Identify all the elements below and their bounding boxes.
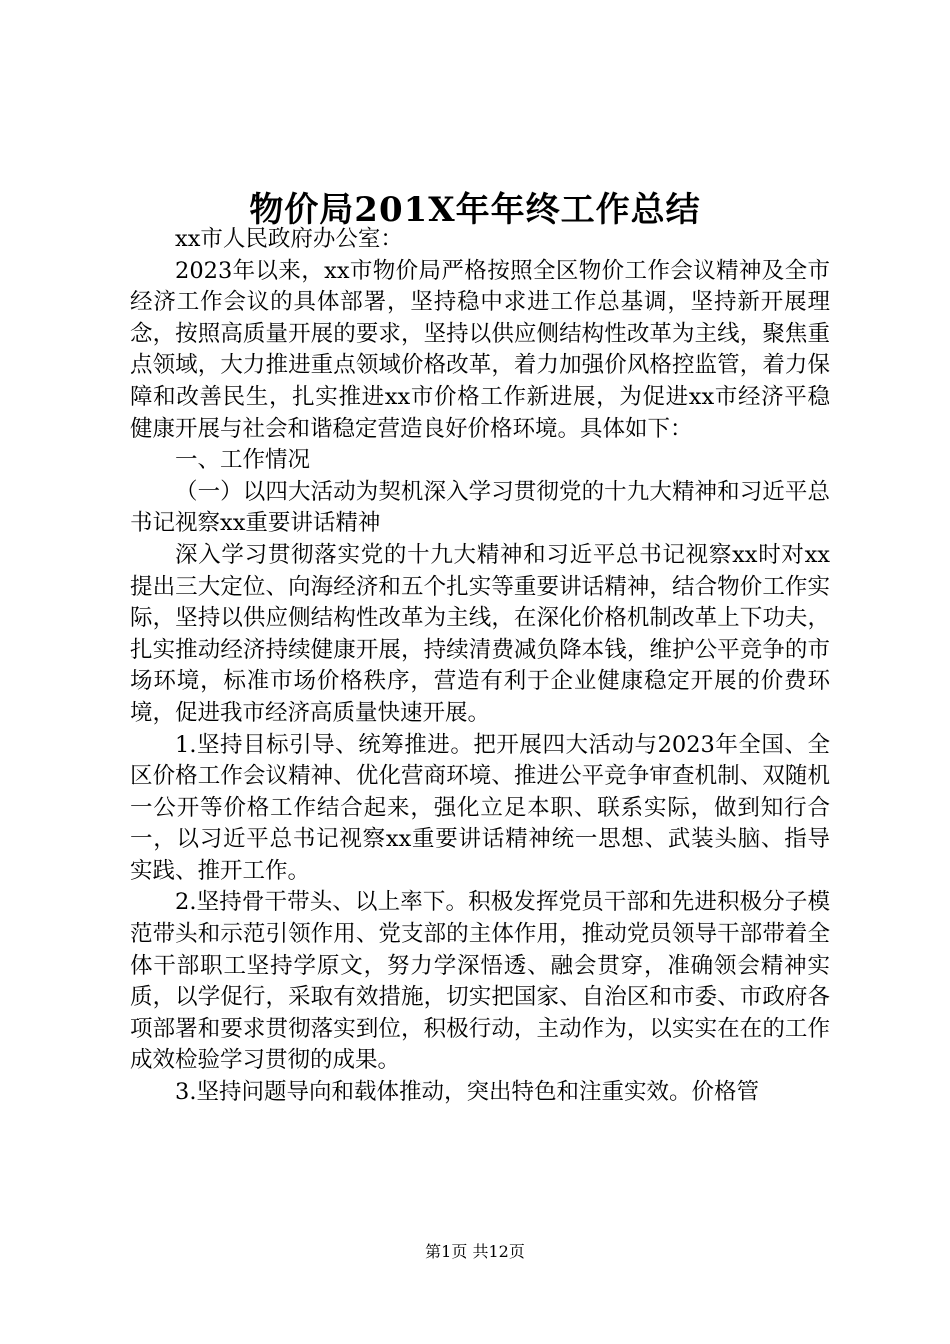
page-total: 共12页 [472, 1242, 525, 1261]
subsection-heading: （一）以四大活动为契机深入学习贯彻党的十九大精神和习近平总书记视察xx重要讲话精神 [130, 478, 830, 537]
section-heading: 一、工作情况 [175, 447, 311, 474]
list-item-1: 1.坚持目标引导、统筹推进。把开展四大活动与2023年全国、全区价格工作会议精神、优化营商环境、推进公平竞争审查机制、双随机一公开等价格工作结合起来，强化立足本职、联系实际，做到知行合一，以习近平总书记视察xx重要讲话精神统一思想、武装头脑、指导实践、推开工作。 [130, 731, 830, 884]
document-title: 物价局201X年年终工作总结 [249, 190, 701, 230]
list-item-3: 3.坚持问题导向和载体推动，突出特色和注重实效。价格管 [175, 1079, 759, 1106]
list-item-2: 2.坚持骨干带头、以上率下。积极发挥党员干部和先进积极分子模范带头和示范引领作用、党支部的主体作用，推动党员领导干部带着全体干部职工坚持学原文，努力学深悟透、融会贯穿，准确领会精神实质，以学促行，采取有效措施，切实把国家、自治区和市委、市政府各项部署和要求贯彻落实到位，积极行动，主动作为，以实实在在的工作成效检验学习贯彻的成果。 [130, 889, 830, 1074]
document-body [130, 224, 830, 1109]
page-footer [0, 1241, 950, 1263]
intro-paragraph: 2023年以来，xx市物价局严格按照全区物价工作会议精神及全市经济工作会议的具体部署，坚持稳中求进工作总基调，坚持新开展理念，按照高质量开展的要求，坚持以供应侧结构性改革为主线，聚焦重点领域，大力推进重点领域价格改革，着力加强价风格控监管，着力保障和改善民生，扎实推进xx市价格工作新进展，为促进xx市经济平稳健康开展与社会和谐稳定营造良好价格环境。具体如下： [130, 257, 830, 442]
salutation: xx市人民政府办公室： [175, 226, 403, 252]
page-number: 第1页 [425, 1242, 468, 1261]
body-paragraph: 深入学习贯彻落实党的十九大精神和习近平总书记视察xx时对xx提出三大定位、向海经济和五个扎实等重要讲话精神，结合物价工作实际，坚持以供应侧结构性改革为主线，在深化价格机制改革上下功夫，扎实推动经济持续健康开展，持续清费减负降本钱，维护公平竞争的市场环境，标准市场价格秩序，营造有利于企业健康稳定开展的价费环境，促进我市经济高质量快速开展。 [130, 541, 830, 726]
